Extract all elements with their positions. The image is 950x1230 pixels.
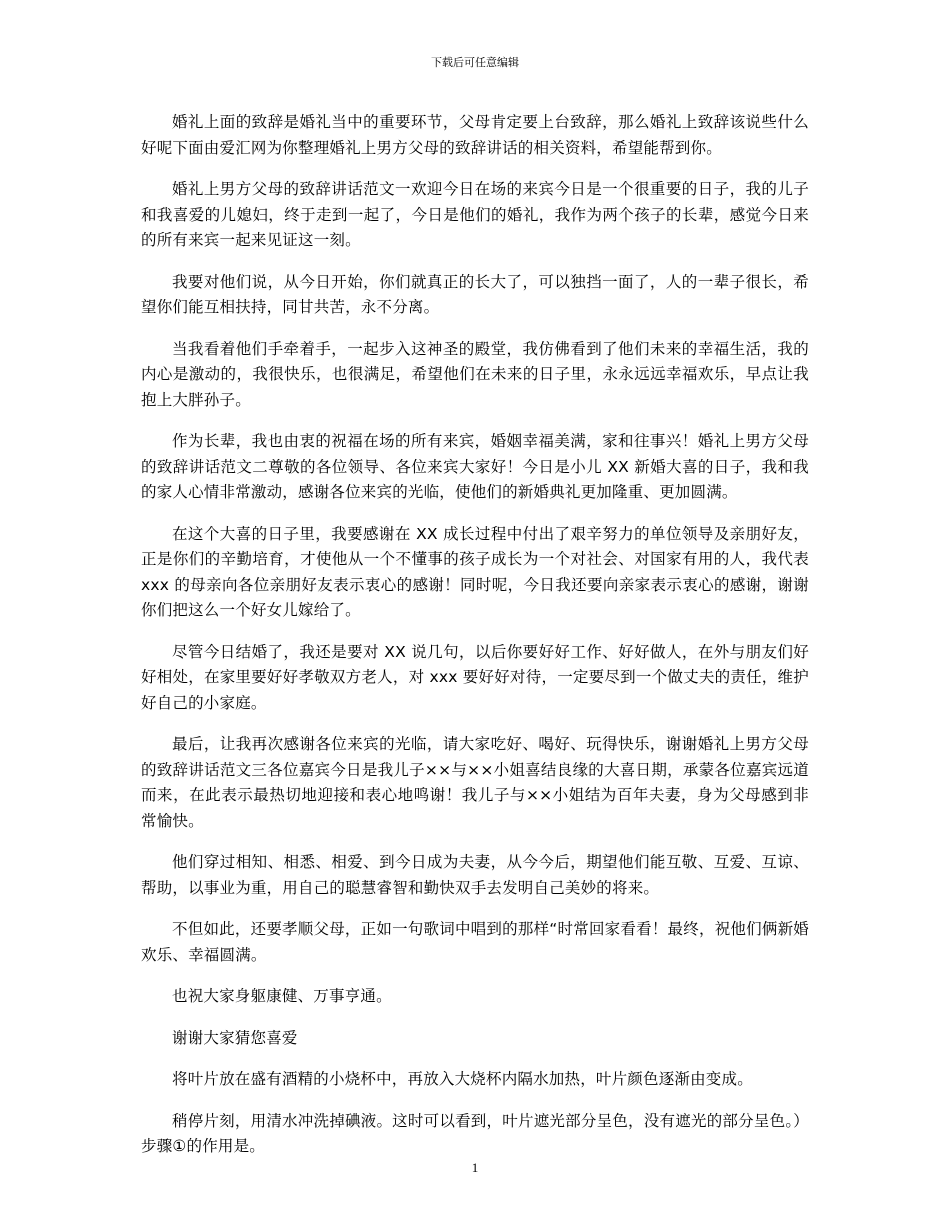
paragraph-speech-two: 作为长辈，我也由衷的祝福在场的所有来宾，婚姻幸福美满，家和往事兴！婚礼上男方父母的致辞讲话范文二尊敬的各位领导、各位来宾大家好！今日是小儿 XX 新婚大喜的日子，我和我的家人心情非常激动，感谢各位来宾的光临，使他们的新婚典礼更加隆重、更加圆满。 <box>141 432 809 501</box>
paragraph-filial: 不但如此，还要孝顺父母，正如一句歌词中唱到的那样“时常回家看看！最终，祝他们俩新婚欢乐、幸福圆满。 <box>141 920 809 964</box>
page-header: 下载后可任意编辑 <box>431 56 519 69</box>
paragraph-leaf-iodine: 稍停片刻，用清水冲洗掉碘液。这时可以看到，叶片遮光部分呈色，没有遮光的部分呈色。）步骤①的作用是。 <box>141 1111 809 1155</box>
paragraph-wishes: 他们穿过相知、相悉、相爱、到今日成为夫妻，从今今后，期望他们能互敬、互爱、互谅、帮助，以事业为重，用自己的聪慧睿智和勤快双手去发明自己美妙的将来。 <box>141 853 809 897</box>
paragraph-grow-up: 我要对他们说，从今日开始，你们就真正的长大了，可以独挡一面了，人的一辈子很长，希望你们能互相扶持，同甘共苦，永不分离。 <box>141 272 809 316</box>
paragraph-intro: 婚礼上面的致辞是婚礼当中的重要环节，父母肯定要上台致辞，那么婚礼上致辞该说些什么好呢下面由爱汇网为你整理婚礼上男方父母的致辞讲话的相关资料，希望能帮到你。 <box>141 113 809 157</box>
paragraph-leaf-alcohol: 将叶片放在盛有酒精的小烧杯中，再放入大烧杯内隔水加热，叶片颜色逐渐由变成。 <box>172 1070 753 1088</box>
paragraph-closing: 谢谢大家猜您喜爱 <box>172 1028 298 1047</box>
paragraph-speech-one: 婚礼上男方父母的致辞讲话范文一欢迎今日在场的来宾今日是一个很重要的日子，我的儿子和我喜爱的儿媳妇，终于走到一起了，今日是他们的婚礼，我作为两个孩子的长辈，感觉今日来的所有来宾一起来见证这一刻。 <box>141 180 809 249</box>
page-number: 1 <box>471 1160 479 1175</box>
paragraph-speech-three: 最后，让我再次感谢各位来宾的光临，请大家吃好、喝好、玩得快乐，谢谢婚礼上男方父母的致辞讲话范文三各位嘉宾今日是我儿子××与××小姐喜结良缘的大喜日期，承蒙各位嘉宾远道而来，在此表示最热切地迎接和表心地鸣谢！我儿子与××小姐结为百年夫妻，身为父母感到非常愉快。 <box>141 735 809 830</box>
paragraph-advice: 尽管今日结婚了，我还是要对 XX 说几句，以后你要好好工作、好好做人，在外与朋友们好好相处，在家里要好好孝敬双方老人，对 xxx 要好好对待，一定要尽到一个做丈夫的责任，维护好自己的小家庭。 <box>141 642 809 712</box>
paragraph-hand-in-hand: 当我看着他们手牵着手，一起步入这神圣的殿堂，我仿佛看到了他们未来的幸福生活，我的内心是激动的，我很快乐，也很满足，希望他们在未来的日子里，永永远远幸福欢乐，早点让我抱上大胖孙子。 <box>141 339 809 409</box>
paragraph-health: 也祝大家身躯康健、万事亨通。 <box>172 987 392 1005</box>
paragraph-thanks: 在这个大喜的日子里，我要感谢在 XX 成长过程中付出了艰辛努力的单位领导及亲朋好友，正是你们的辛勤培育，才使他从一个不懂事的孩子成长为一个对社会、对国家有用的人，我代表 xxx 的母亲向各位亲朋好友表示衷心的感谢！同时呢，今日我还要向亲家表示衷心的感谢，谢谢你们把这么一个好女儿嫁给了。 <box>141 524 809 619</box>
document-body <box>141 110 809 1176</box>
